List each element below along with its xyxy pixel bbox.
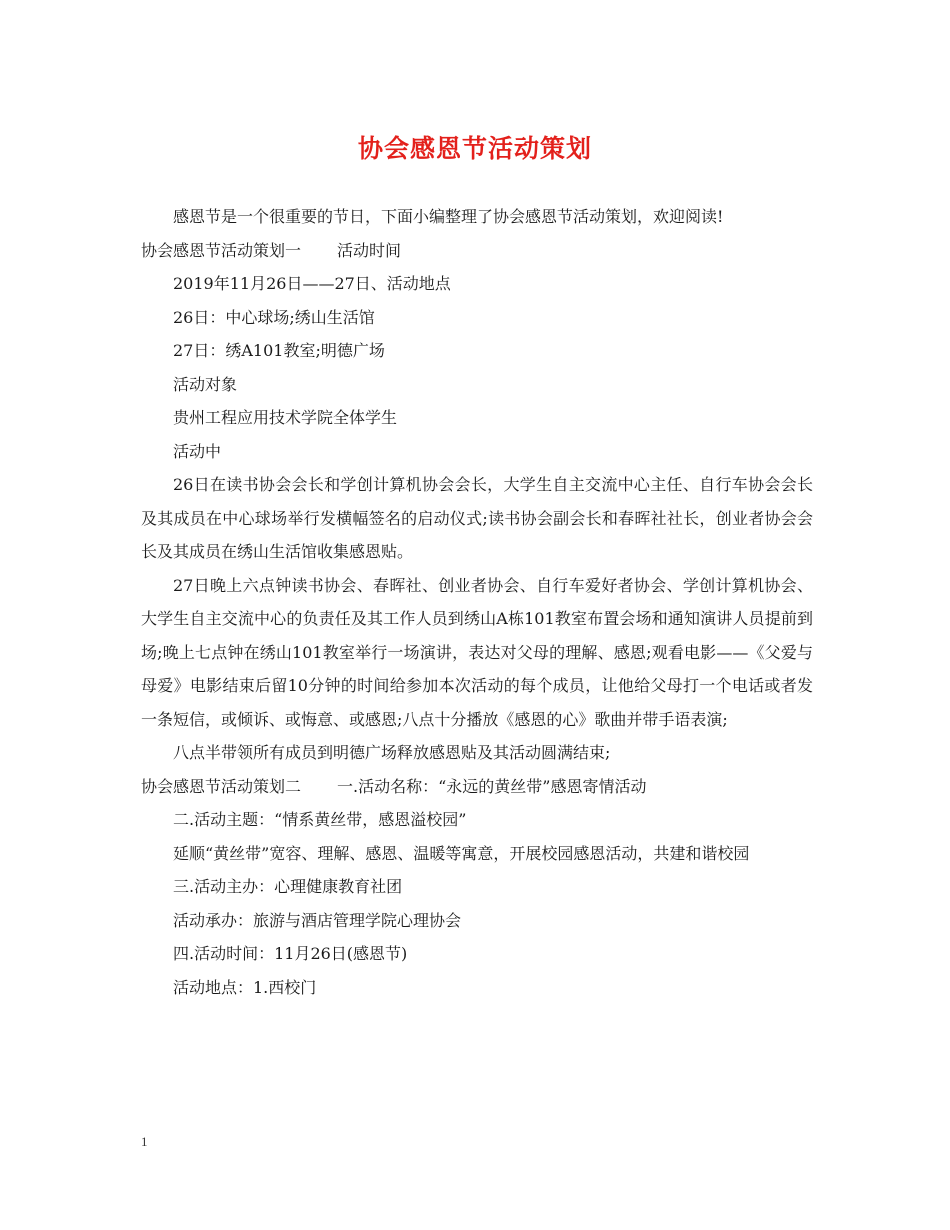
intro-paragraph: 感恩节是一个很重要的节日，下面小编整理了协会感恩节活动策划，欢迎阅读!: [173, 207, 724, 226]
plan1-heading-line: [141, 234, 813, 268]
activity-name: 一.活动名称：“永远的黄丝带”感恩寄情活动: [337, 776, 647, 796]
plan2-heading: 协会感恩节活动策划二: [141, 776, 302, 796]
document-body: [141, 200, 813, 1004]
date-line: 2019年11月26日——27日、活动地点: [173, 274, 451, 293]
plan1-paragraph-1: 26日在读书协会会长和学创计算机协会会长，大学生自主交流中心主任、自行车协会会长及其成员在中心球场举行发横幅签名的启动仪式;读书协会副会长和春晖社社长，创业者协会会长及其成员在绣山生活馆收集感恩贴。: [141, 475, 813, 561]
activity-place: 活动地点：1.西校门: [173, 977, 317, 997]
page-number: 1: [141, 1134, 148, 1149]
day26-place: 26日：中心球场;绣山生活馆: [173, 307, 375, 327]
document-title: 协会感恩节活动策划: [357, 134, 592, 163]
activity-time-label: 活动时间: [337, 240, 402, 260]
activity-theme: 二.活动主题：“情系黄丝带，感恩溢校园”: [173, 810, 467, 829]
plan2-heading-line: [141, 770, 813, 804]
target-label: 活动对象: [173, 374, 238, 394]
middle-label: 活动中: [173, 441, 222, 461]
day27-place: 27日：绣A101教室;明德广场: [173, 341, 385, 360]
plan1-paragraph-2: 27日晚上六点钟读书协会、春晖社、创业者协会、自行车爱好者协会、学创计算机协会、大学生自主交流中心的负责任及其工作人员到绣山A栋101教室布置会场和通知演讲人员提前到场;晚上七点钟在绣山101教室举行一场演讲，表达对父母的理解、感恩;观看电影——《父爱与母爱》电影结束后留10分钟的时间给参加本次活动的每个成员，让他给父母打一个电话或者发一条短信，或倾诉、或悔意、或感恩;八点十分播放《感恩的心》歌曲并带手语表演;: [141, 575, 813, 729]
theme-description: 延顺“黄丝带”宽容、理解、感恩、温暖等寓意，开展校园感恩活动，共建和谐校园: [173, 843, 750, 863]
plan1-paragraph-3: 八点半带领所有成员到明德广场释放感恩贴及其活动圆满结束;: [173, 743, 611, 762]
activity-organizer: 三.活动主办：心理健康教育社团: [173, 877, 403, 896]
activity-undertaker: 活动承办：旅游与酒店管理学院心理协会: [173, 910, 462, 930]
activity-time: 四.活动时间：11月26日(感恩节): [173, 944, 408, 963]
plan1-heading: 协会感恩节活动策划一: [141, 240, 302, 260]
target-text: 贵州工程应用技术学院全体学生: [173, 408, 398, 427]
